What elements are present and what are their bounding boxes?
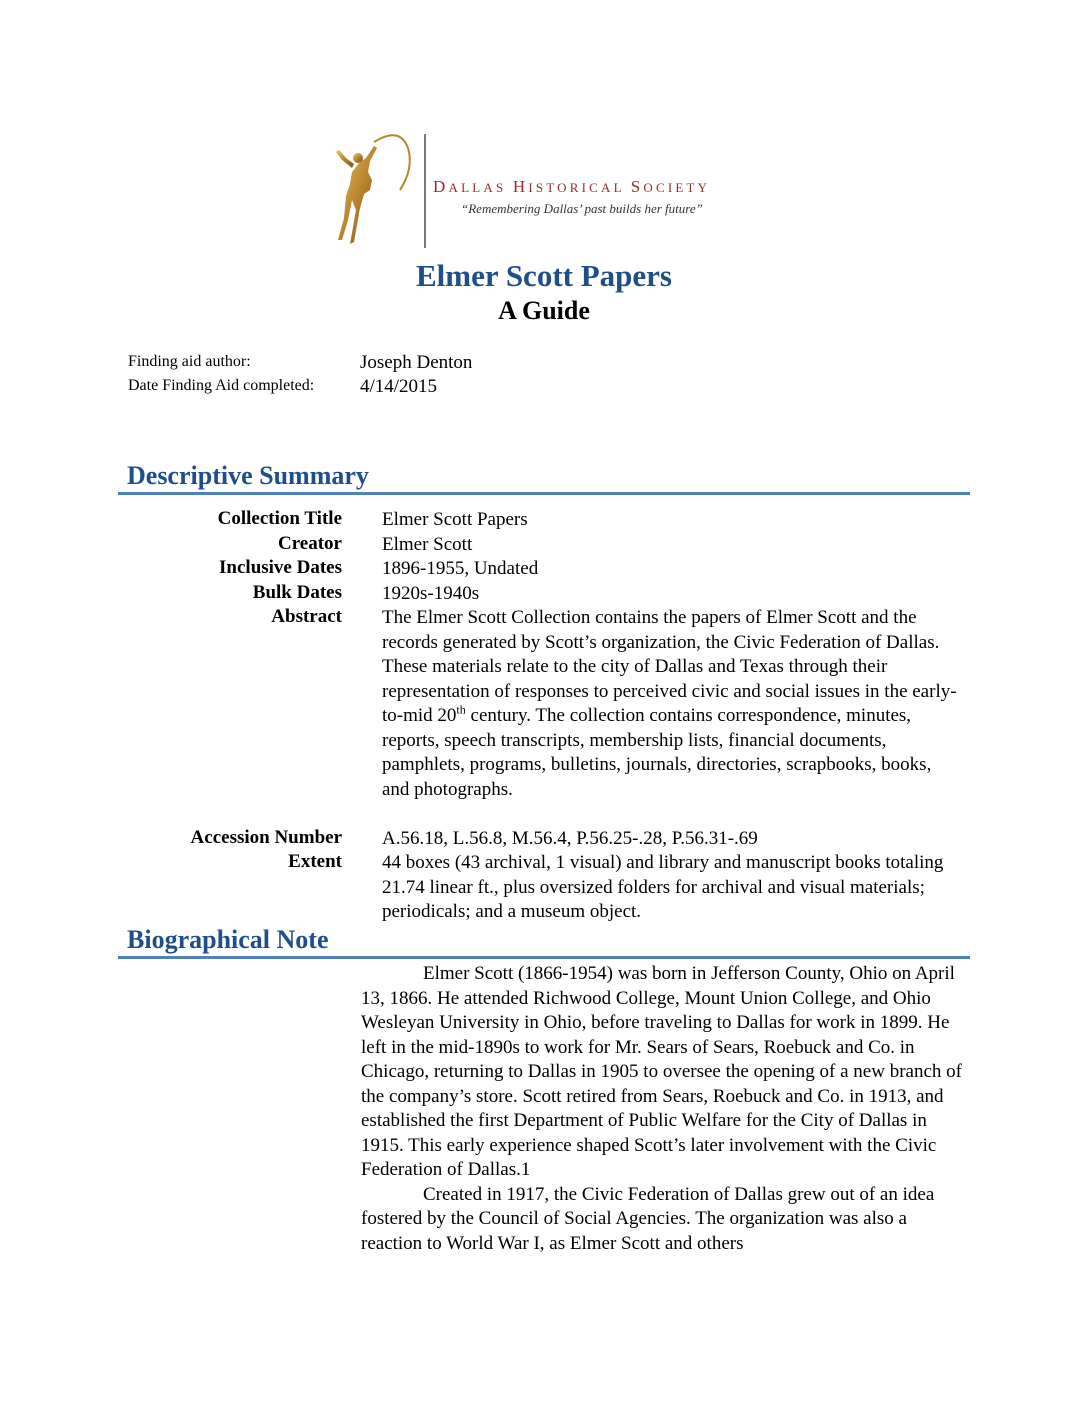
accession-number-label: Accession Number — [190, 827, 342, 848]
extent-value: 44 boxes (43 archival, 1 visual) and library and manuscript books totaling 21.74 linear ft., plus oversized folders for archival and visual materials; periodicals; and a museum object. — [382, 852, 944, 922]
section-divider — [118, 492, 970, 495]
collection-title-value: Elmer Scott Papers — [382, 509, 528, 530]
archer-statue-icon — [330, 128, 420, 252]
biographical-note-heading: Biographical Note — [127, 925, 329, 954]
author-label: Finding aid author: — [128, 353, 251, 370]
society-tagline: “Remembering Dallas’ past builds her future” — [461, 201, 703, 216]
abstract-label: Abstract — [271, 606, 342, 627]
inclusive-dates-value: 1896-1955, Undated — [382, 558, 539, 579]
document-subtitle: A Guide — [498, 296, 590, 325]
creator-label: Creator — [277, 533, 342, 554]
society-name: DALLAS HISTORICAL SOCIETY — [433, 177, 711, 196]
date-value: 4/14/2015 — [360, 376, 438, 397]
biographical-text — [361, 962, 966, 1256]
descriptive-summary-heading: Descriptive Summary — [127, 461, 369, 490]
accession-number-value: A.56.18, L.56.8, M.56.4, P.56.25-.28, P.56.31-.69 — [382, 828, 758, 849]
extent-label: Extent — [288, 851, 342, 872]
date-label: Date Finding Aid completed: — [128, 377, 315, 394]
bio-paragraph: Created in 1917, the Civic Federation of Dallas grew out of an idea fostered by the Council of Social Agencies. The organization was also a reaction to World War I, as Elmer Scott and others — [361, 1183, 935, 1254]
logo-divider — [424, 134, 426, 248]
section-divider — [118, 956, 970, 959]
author-value: Joseph Denton — [360, 352, 473, 373]
creator-value: Elmer Scott — [382, 534, 473, 555]
society-logo — [330, 128, 780, 252]
bulk-dates-label: Bulk Dates — [252, 582, 342, 603]
inclusive-dates-label: Inclusive Dates — [219, 557, 342, 578]
bulk-dates-value: 1920s-1940s — [382, 583, 480, 604]
collection-title-label: Collection Title — [217, 508, 342, 529]
bio-paragraph: Elmer Scott (1866-1954) was born in Jefferson County, Ohio on April 13, 1866. He attended Richwood College, Mount Union College, and Ohio Wesleyan University in Ohio, before traveling to Dallas for work in 1899. He left in the mid-1890s to work for Mr. Sears of Sears, Roebuck and Co. in Chicago, returning to Dallas in 1905 to oversee the opening of a new branch of the company’s store. Scott retired from Sears, Roebuck and Co. in 1913, and established the first Department of Public Welfare for the City of Dallas in 1915. This early experience shaped Scott’s later involvement with the Civic Federation of Dallas.1 — [361, 963, 962, 1180]
document-title: Elmer Scott Papers — [416, 258, 672, 293]
abstract-value: The Elmer Scott Collection contains the papers of Elmer Scott and the records generated by Scott’s organization, the Civic Federation of Dallas. These materials relate to the city of Dallas and Texas through their representation of responses to perceived civic and social issues in the early-to-mid 20th century. The collection contains correspondence, minutes, reports, speech transcripts, membership lists, financial documents, pamphlets, programs, bulletins, journals, directories, scrapbooks, books, and photographs. — [382, 607, 957, 800]
